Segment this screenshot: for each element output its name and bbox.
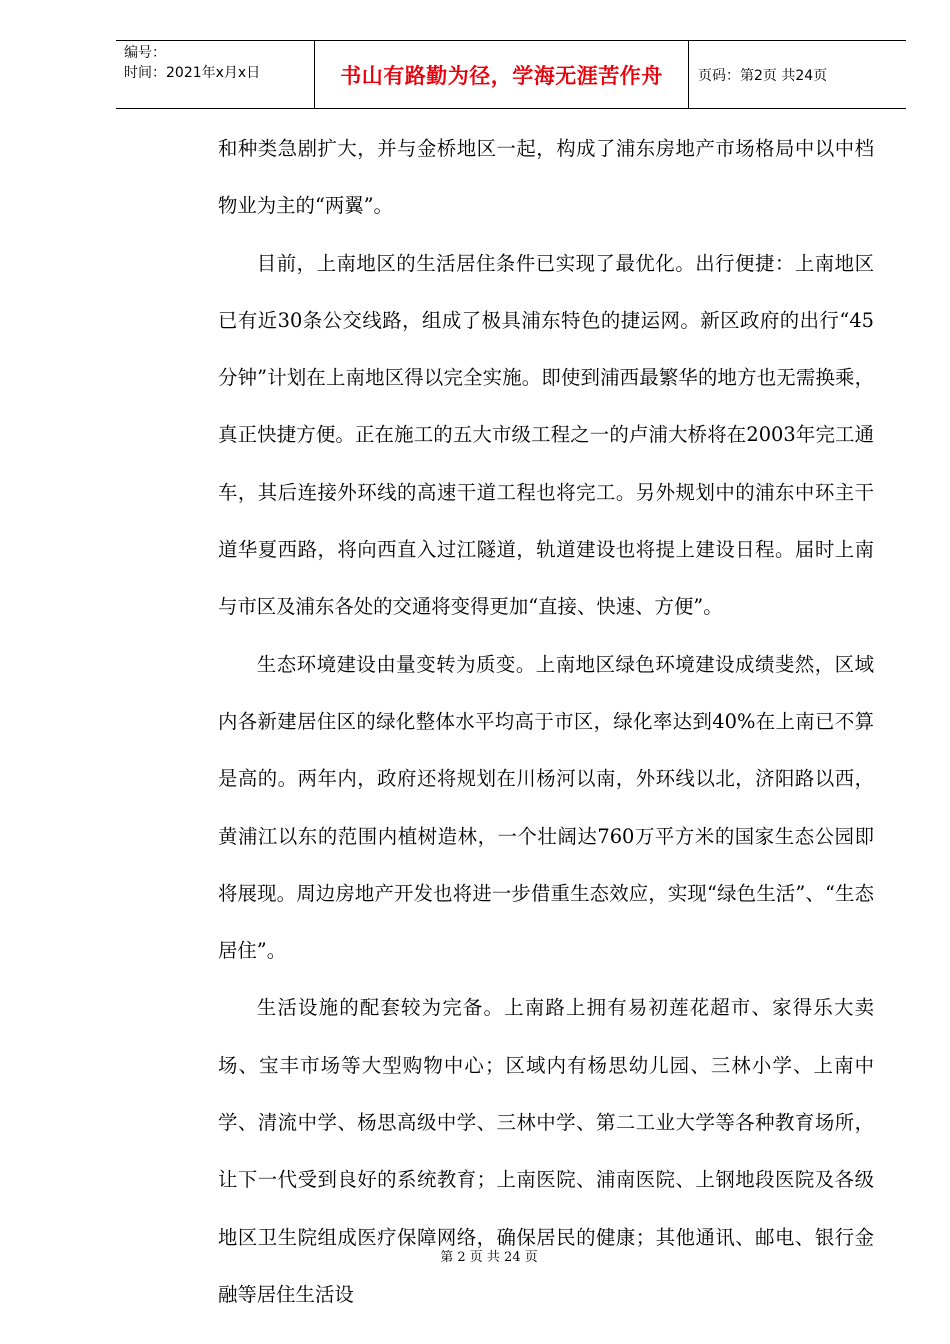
header-motto: 书山有路勤为径，学海无涯苦作舟 [315,41,689,108]
header-meta-cell [116,41,315,108]
body-paragraph: 目前，上南地区的生活居住条件已实现了最优化。出行便捷：上南地区已有近30条公交线路，组成了极具浦东特色的捷运网。新区政府的出行“45分钟”计划在上南地区得以完全实施。即使到浦西最繁华的地方也无需换乘，真正快捷方便。正在施工的五大市级工程之一的卢浦大桥将在2003年完工通车，其后连接外环线的高速干道工程也将完工。另外规划中的浦东中环主干道华夏西路，将向西直入过江隧道，轨道建设也将提上建设日程。届时上南与市区及浦东各处的交通将变得更加“直接、快速、方便”。 [218,251,874,619]
document-time-label: 时间：2021年x月x日 [124,65,261,81]
body-paragraph: 生态环境建设由量变转为质变。上南地区绿色环境建设成绩斐然，区域内各新建居住区的绿化整体水平均高于市区，绿化率达到40%在上南已不算是高的。两年内，政府还将规划在川杨河以南，外环线以北，济阳路以西，黄浦江以东的范围内植树造林，一个壮阔达760万平方米的国家生态公园即将展现。周边房地产开发也将进一步借重生态效应，实现“绿色生活”、“生态居住”。 [218,652,874,963]
header-page-number: 页码：第2页 共24页 [698,67,828,84]
body-paragraph: 和种类急剧扩大，并与金桥地区一起，构成了浦东房地产市场格局中以中档物业为主的“两翼”。 [218,137,874,218]
body-paragraph: 生活设施的配套较为完备。上南路上拥有易初莲花超市、家得乐大卖场、宝丰市场等大型购物中心；区域内有杨思幼儿园、三林小学、上南中学、清流中学、杨思高级中学、三林中学、第二工业大学等各种教育场所，让下一代受到良好的系统教育；上南医院、浦南医院、上钢地段医院及各级地区卫生院组成医疗保障网络，确保居民的健康；其他通讯、邮电、银行金融等居住生活设 [218,996,874,1306]
document-number-label: 编号： [124,45,166,61]
document-body [218,120,874,1323]
page-footer: 第 2 页 共 24 页 [440,1250,538,1265]
page-header [116,40,906,109]
